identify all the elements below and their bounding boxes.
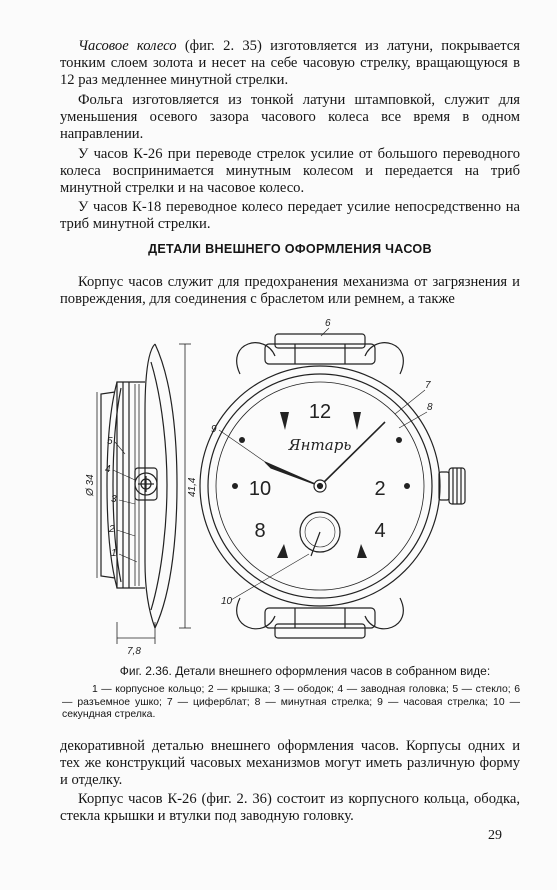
- minute-hand: [320, 422, 385, 486]
- callout-9: 9: [211, 424, 217, 435]
- paragraph-foil: Фольга изготовляется из тонкой латуни штамповкой, служит для уменьшения осевого зазора часового колеса все время в одном направлении.: [60, 92, 520, 143]
- paragraph-decorative: декоративной деталью внешнего оформления часов. Корпусы одних и тех же конструкций часовых механизмов могут иметь различную форму и отделку.: [60, 738, 520, 789]
- paragraph-k26: У часов К-26 при переводе стрелок усилие от большого переводного колеса воспринимается минутным колесом и передается на триб минутной стрелки и на часовое колесо.: [60, 146, 520, 197]
- numeral-2: 2: [374, 478, 386, 500]
- term-hour-wheel: Часовое колесо: [78, 38, 177, 54]
- page-number: 29: [488, 828, 502, 843]
- dim-diameter-label: Ø 34: [85, 474, 96, 496]
- numeral-8: 8: [254, 520, 266, 542]
- watch-side-view: [101, 344, 177, 628]
- figure-legend: 1 — корпусное кольцо; 2 — крышка; 3 — ободок; 4 — заводная головка; 5 — стекло; 6 — разъемное ушко; 7 — циферблат; 8 — минутная стрелка; 9 — часовая стрелка; 10 —секундная стрелка.: [62, 684, 520, 721]
- numeral-4: 4: [374, 520, 386, 542]
- callout-8: 8: [427, 402, 433, 413]
- callout-10: 10: [221, 596, 233, 607]
- callout-4: 4: [105, 464, 111, 475]
- numeral-10: 10: [248, 478, 272, 500]
- dial-brand: Янтарь: [288, 436, 352, 454]
- callout-5: 5: [107, 436, 113, 447]
- dim-height-label: 41,4: [187, 477, 198, 497]
- paragraph-case-intro: Корпус часов служит для предохранения механизма от загрязнения и повреждения, для соединения с браслетом или ремнем, а также: [60, 274, 520, 308]
- numeral-12: 12: [308, 401, 332, 423]
- figure-caption: Фиг. 2.36. Детали внешнего оформления часов в собранном виде:: [119, 664, 491, 678]
- callout-2: 2: [109, 524, 115, 535]
- paragraph-hour-wheel: [60, 38, 520, 90]
- paragraph-k18: У часов К-18 переводное колесо передает усилие непосредственно на триб минутной стрелки.: [60, 199, 520, 233]
- paragraph-k26-case: Корпус часов К-26 (фиг. 2. 36) состоит из корпусного кольца, ободка, стекла крышки и втулки под заводную головку.: [60, 791, 520, 825]
- hour-hand: [265, 462, 320, 486]
- callout-1: 1: [111, 548, 117, 559]
- callout-7: 7: [425, 380, 431, 391]
- callout-3: 3: [111, 494, 117, 505]
- callout-6: 6: [325, 318, 331, 329]
- paragraph-hour-wheel-text: (фиг. 2. 35) изготовляется из латуни, покрывается тонким слоем золота и несет на себе часовую стрелку, вращающуюся в 12 раз медленнее минутной стрелки.: [60, 38, 520, 89]
- crown-front: [439, 468, 465, 504]
- dim-thickness-label: 7,8: [127, 646, 141, 657]
- section-heading: ДЕТАЛИ ВНЕШНЕГО ОФОРМЛЕНИЯ ЧАСОВ: [148, 242, 432, 256]
- watch-figure: [85, 318, 495, 662]
